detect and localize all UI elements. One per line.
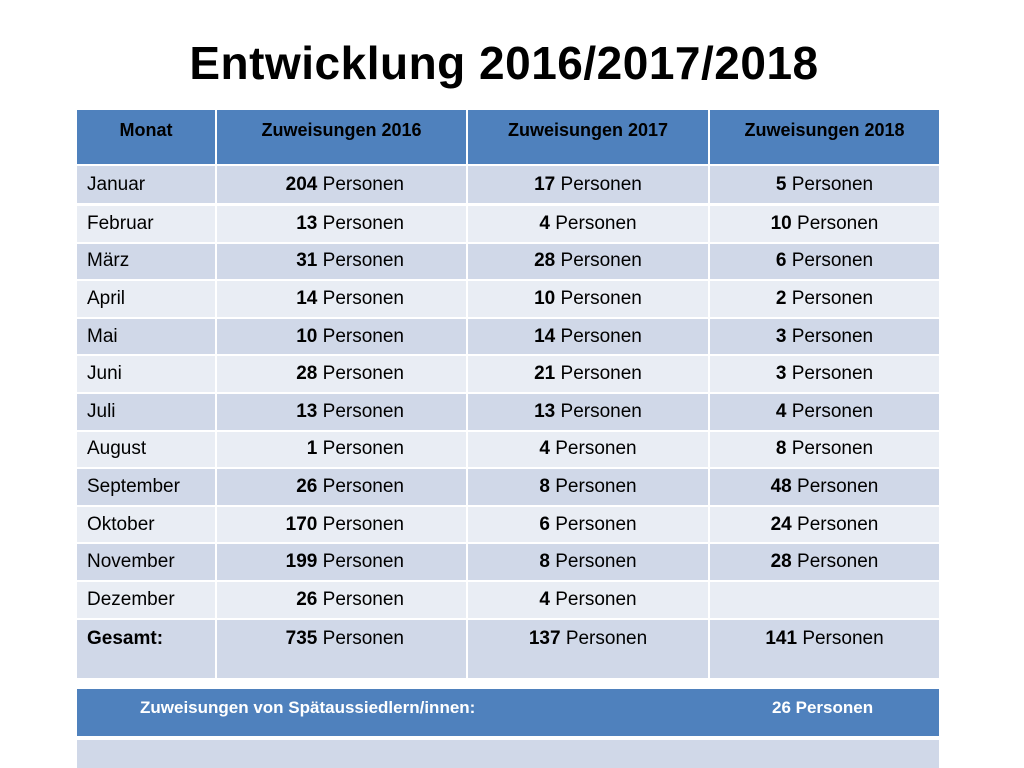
cell-2018 [710,244,939,282]
count-unit: Personen [322,588,404,610]
total-2016 [217,620,468,680]
table-row [77,432,939,470]
count-value: 10 [296,325,318,347]
month-cell: Januar [77,166,217,206]
month-cell: September [77,469,217,507]
header-2017: Zuweisungen 2017 [468,110,710,166]
cell-2016 [217,582,468,620]
cell-2018 [710,281,939,319]
month-cell: Oktober [77,507,217,545]
count-unit: Personen [791,363,874,385]
count-unit: Personen [322,325,404,347]
count-unit: Personen [322,438,404,460]
month-cell: Juni [77,356,217,394]
count-unit: Personen [560,400,642,422]
table-row [77,319,939,357]
count-unit: Personen [791,325,874,347]
count-value: 4 [539,212,550,234]
table-row [77,394,939,432]
total-row [77,620,939,680]
count-unit: Personen [555,438,637,460]
cell-2017 [468,469,710,507]
count-unit: Personen [322,475,404,497]
summary-empty-row [77,740,939,768]
count-value: 10 [770,212,792,234]
count-value: 3 [775,363,787,385]
cell-2017 [468,356,710,394]
count-value: 199 [285,551,318,573]
count-value: 170 [285,513,318,535]
count-value: 24 [770,513,792,535]
cell-2017 [468,166,710,206]
count-value: 6 [775,250,787,272]
resettlers-summary-bar [77,689,939,736]
count-value: 735 [285,627,318,649]
count-unit: Personen [322,173,404,195]
table-row [77,356,939,394]
cell-2017 [468,206,710,244]
count-value: 4 [775,400,787,422]
count-unit: Personen [322,363,404,385]
table-row [77,507,939,545]
count-unit: Personen [322,212,404,234]
count-unit: Personen [797,513,879,535]
cell-2018 [710,206,939,244]
cell-2017 [468,244,710,282]
month-cell: März [77,244,217,282]
cell-2017 [468,281,710,319]
cell-2016 [217,432,468,470]
count-value: 28 [770,551,792,573]
count-unit: Personen [555,551,637,573]
table-header-row [77,110,939,166]
count-value: 13 [296,212,318,234]
cell-2016 [217,544,468,582]
cell-2018 [710,507,939,545]
count-value: 17 [534,173,556,195]
count-value: 13 [296,400,318,422]
month-cell: August [77,432,217,470]
month-cell: Mai [77,319,217,357]
header-2018: Zuweisungen 2018 [710,110,939,166]
table-body [77,166,939,680]
count-unit: Personen [802,627,884,649]
count-unit: Personen [322,250,404,272]
cell-2016 [217,507,468,545]
cell-2017 [468,507,710,545]
table-row [77,281,939,319]
month-cell: Dezember [77,582,217,620]
table-row [77,469,939,507]
month-cell: November [77,544,217,582]
resettlers-label: Zuweisungen von Spätaussiedlern/innen: [140,698,476,717]
allocation-table [77,110,939,680]
cell-2017 [468,582,710,620]
count-unit: Personen [555,475,637,497]
count-value: 4 [539,438,550,460]
count-value: 31 [296,250,318,272]
count-unit: Personen [322,400,404,422]
count-value: 3 [775,325,787,347]
cell-2016 [217,281,468,319]
count-unit: Personen [797,551,879,573]
count-value: 5 [775,173,787,195]
cell-2018 [710,356,939,394]
count-value: 6 [539,513,550,535]
table-row [77,582,939,620]
cell-2016 [217,319,468,357]
count-value: 13 [534,400,556,422]
cell-2018 [710,582,939,620]
count-value: 28 [534,250,556,272]
cell-2016 [217,394,468,432]
count-value: 141 [765,627,798,649]
count-unit: Personen [322,551,404,573]
count-value: 26 [296,588,318,610]
cell-2018 [710,432,939,470]
count-unit: Personen [555,588,637,610]
count-unit: Personen [791,438,874,460]
count-unit: Personen [555,513,637,535]
cell-2016 [217,244,468,282]
count-value: 28 [296,363,318,385]
count-unit: Personen [791,400,874,422]
count-unit: Personen [560,325,642,347]
count-unit: Personen [791,287,874,309]
count-value: 8 [539,475,550,497]
count-unit: Personen [797,475,879,497]
count-unit: Personen [560,250,642,272]
table-row [77,206,939,244]
count-unit: Personen [791,250,874,272]
count-unit: Personen [797,212,879,234]
header-2016: Zuweisungen 2016 [217,110,468,166]
table-row [77,166,939,206]
count-value: 8 [539,551,550,573]
slide-title: Entwicklung 2016/2017/2018 [189,37,819,89]
count-value: 14 [296,287,318,309]
cell-2017 [468,319,710,357]
count-value: 8 [775,438,787,460]
count-unit: Personen [791,173,874,195]
cell-2016 [217,166,468,206]
count-unit: Personen [560,173,642,195]
header-month: Monat [77,110,217,166]
count-value: 2 [775,287,787,309]
total-label: Gesamt: [77,620,217,680]
cell-2018 [710,394,939,432]
total-2017 [468,620,710,680]
count-value: 26 [296,475,318,497]
count-unit: Personen [322,513,404,535]
count-value: 21 [534,363,556,385]
count-unit: Personen [560,363,642,385]
count-value: 1 [306,438,318,460]
cell-2018 [710,319,939,357]
count-value: 4 [539,588,550,610]
cell-2016 [217,206,468,244]
count-unit: Personen [555,212,637,234]
count-unit: Personen [560,287,642,309]
cell-2016 [217,469,468,507]
count-unit: Personen [322,627,404,649]
count-value: 10 [534,287,556,309]
resettlers-value: 26 Personen [772,698,874,717]
month-cell: Juli [77,394,217,432]
count-value: 204 [285,173,318,195]
cell-2018 [710,469,939,507]
count-value: 48 [770,475,792,497]
cell-2018 [710,166,939,206]
month-cell: Februar [77,206,217,244]
cell-2018 [710,544,939,582]
table-row [77,244,939,282]
total-2018 [710,620,939,680]
count-value: 137 [528,627,561,649]
cell-2017 [468,394,710,432]
month-cell: April [77,281,217,319]
cell-2017 [468,544,710,582]
cell-2017 [468,432,710,470]
count-unit: Personen [565,627,648,649]
cell-2016 [217,356,468,394]
count-unit: Personen [322,287,404,309]
count-value: 14 [534,325,556,347]
table-row [77,544,939,582]
